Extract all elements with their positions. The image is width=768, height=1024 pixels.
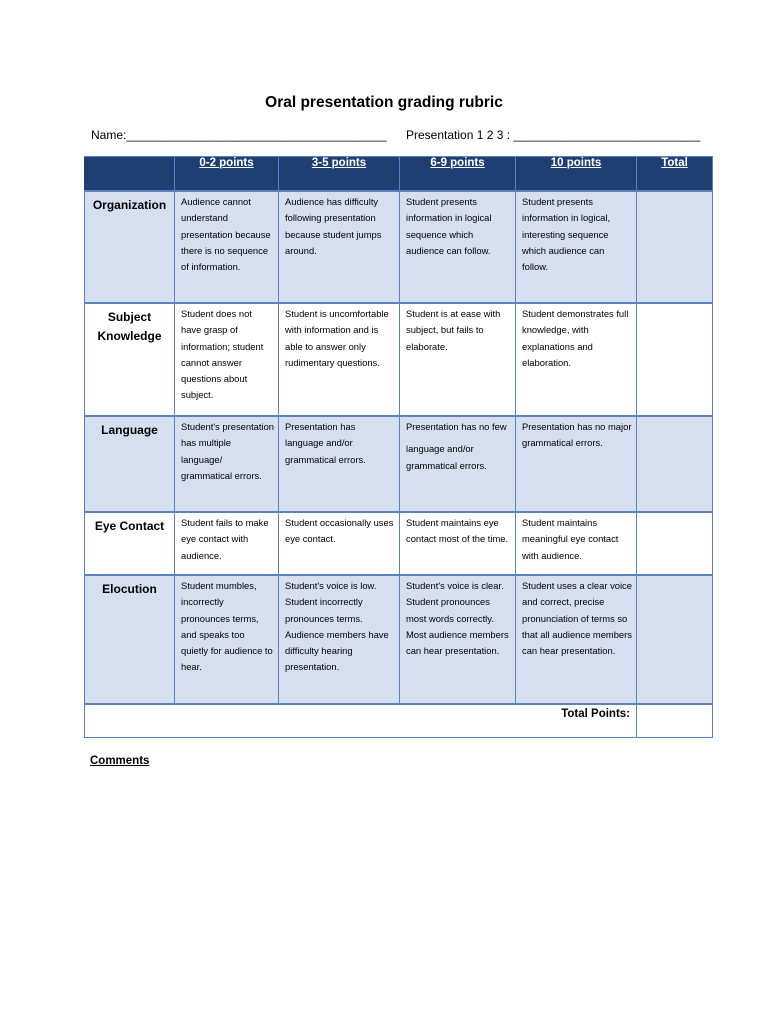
criterion-language: Language [85, 416, 175, 512]
criterion-subject-knowledge: Subject Knowledge [85, 303, 175, 416]
total-points-label: Total Points: [85, 704, 637, 737]
total-cell[interactable] [637, 191, 713, 303]
comments-heading: Comments [90, 755, 150, 767]
rubric-cell: Student maintains eye contact most of the time. [400, 512, 516, 575]
total-cell[interactable] [637, 303, 713, 416]
table-row-subject-knowledge [85, 303, 713, 416]
header-10-points: 10 points [516, 157, 637, 192]
criterion-organization: Organization [85, 191, 175, 303]
rubric-cell: Student mumbles, incorrectly pronounces terms, and speaks too quietly for audience to hear. [175, 575, 279, 704]
rubric-cell: Student is at ease with subject, but fails to elaborate. [400, 303, 516, 416]
table-row-eye-contact [85, 512, 713, 575]
rubric-table [84, 156, 713, 738]
rubric-cell: Student presents information in logical sequence which audience can follow. [400, 191, 516, 303]
rubric-cell: Student is uncomfortable with information and is able to answer only rudimentary questions. [279, 303, 400, 416]
total-points-cell[interactable] [637, 704, 713, 737]
rubric-cell-line: Presentation has no few [406, 421, 507, 432]
total-cell[interactable] [637, 512, 713, 575]
rubric-cell: Student occasionally uses eye contact. [279, 512, 400, 575]
rubric-cell-line: language and/or grammatical errors. [406, 443, 487, 471]
rubric-cell: Student uses a clear voice and correct, precise pronunciation of terms so that all audience members can hear presentation. [516, 575, 637, 704]
table-row-total-points [85, 704, 713, 737]
rubric-cell: Student's voice is low. Student incorrectly pronounces terms. Audience members have difficulty hearing presentation. [279, 575, 400, 704]
presentation-number-label: Presentation 1 2 3 : ____________________________ [406, 128, 701, 142]
rubric-cell: Student's presentation has multiple language/ grammatical errors. [175, 416, 279, 512]
rubric-cell: Audience has difficulty following presentation because student jumps around. [279, 191, 400, 303]
rubric-cell: Student's voice is clear. Student pronounces most words correctly. Most audience members can hear presentation. [400, 575, 516, 704]
table-row-organization [85, 191, 713, 303]
criterion-elocution: Elocution [85, 575, 175, 704]
criterion-eye-contact: Eye Contact [85, 512, 175, 575]
header-3-5-points: 3-5 points [279, 157, 400, 192]
total-cell[interactable] [637, 575, 713, 704]
rubric-cell: Student maintains meaningful eye contact with audience. [516, 512, 637, 575]
header-row [85, 157, 713, 192]
table-row-elocution [85, 575, 713, 704]
total-cell[interactable] [637, 416, 713, 512]
header-total: Total [637, 157, 713, 192]
page-title: Oral presentation grading rubric [265, 94, 503, 111]
rubric-cell [400, 416, 516, 512]
header-0-2-points: 0-2 points [175, 157, 279, 192]
table-row-language [85, 416, 713, 512]
rubric-cell: Student demonstrates full knowledge, with explanations and elaboration. [516, 303, 637, 416]
header-6-9-points: 6-9 points [400, 157, 516, 192]
rubric-cell: Presentation has language and/or grammatical errors. [279, 416, 400, 512]
rubric-cell: Student does not have grasp of information; student cannot answer questions about subject. [175, 303, 279, 416]
name-field-label: Name:_______________________________________ [91, 128, 387, 142]
rubric-cell: Student fails to make eye contact with audience. [175, 512, 279, 575]
rubric-cell: Student presents information in logical, interesting sequence which audience can follow. [516, 191, 637, 303]
rubric-cell: Presentation has no major grammatical errors. [516, 416, 637, 512]
header-criterion [85, 157, 175, 192]
rubric-cell: Audience cannot understand presentation because there is no sequence of information. [175, 191, 279, 303]
